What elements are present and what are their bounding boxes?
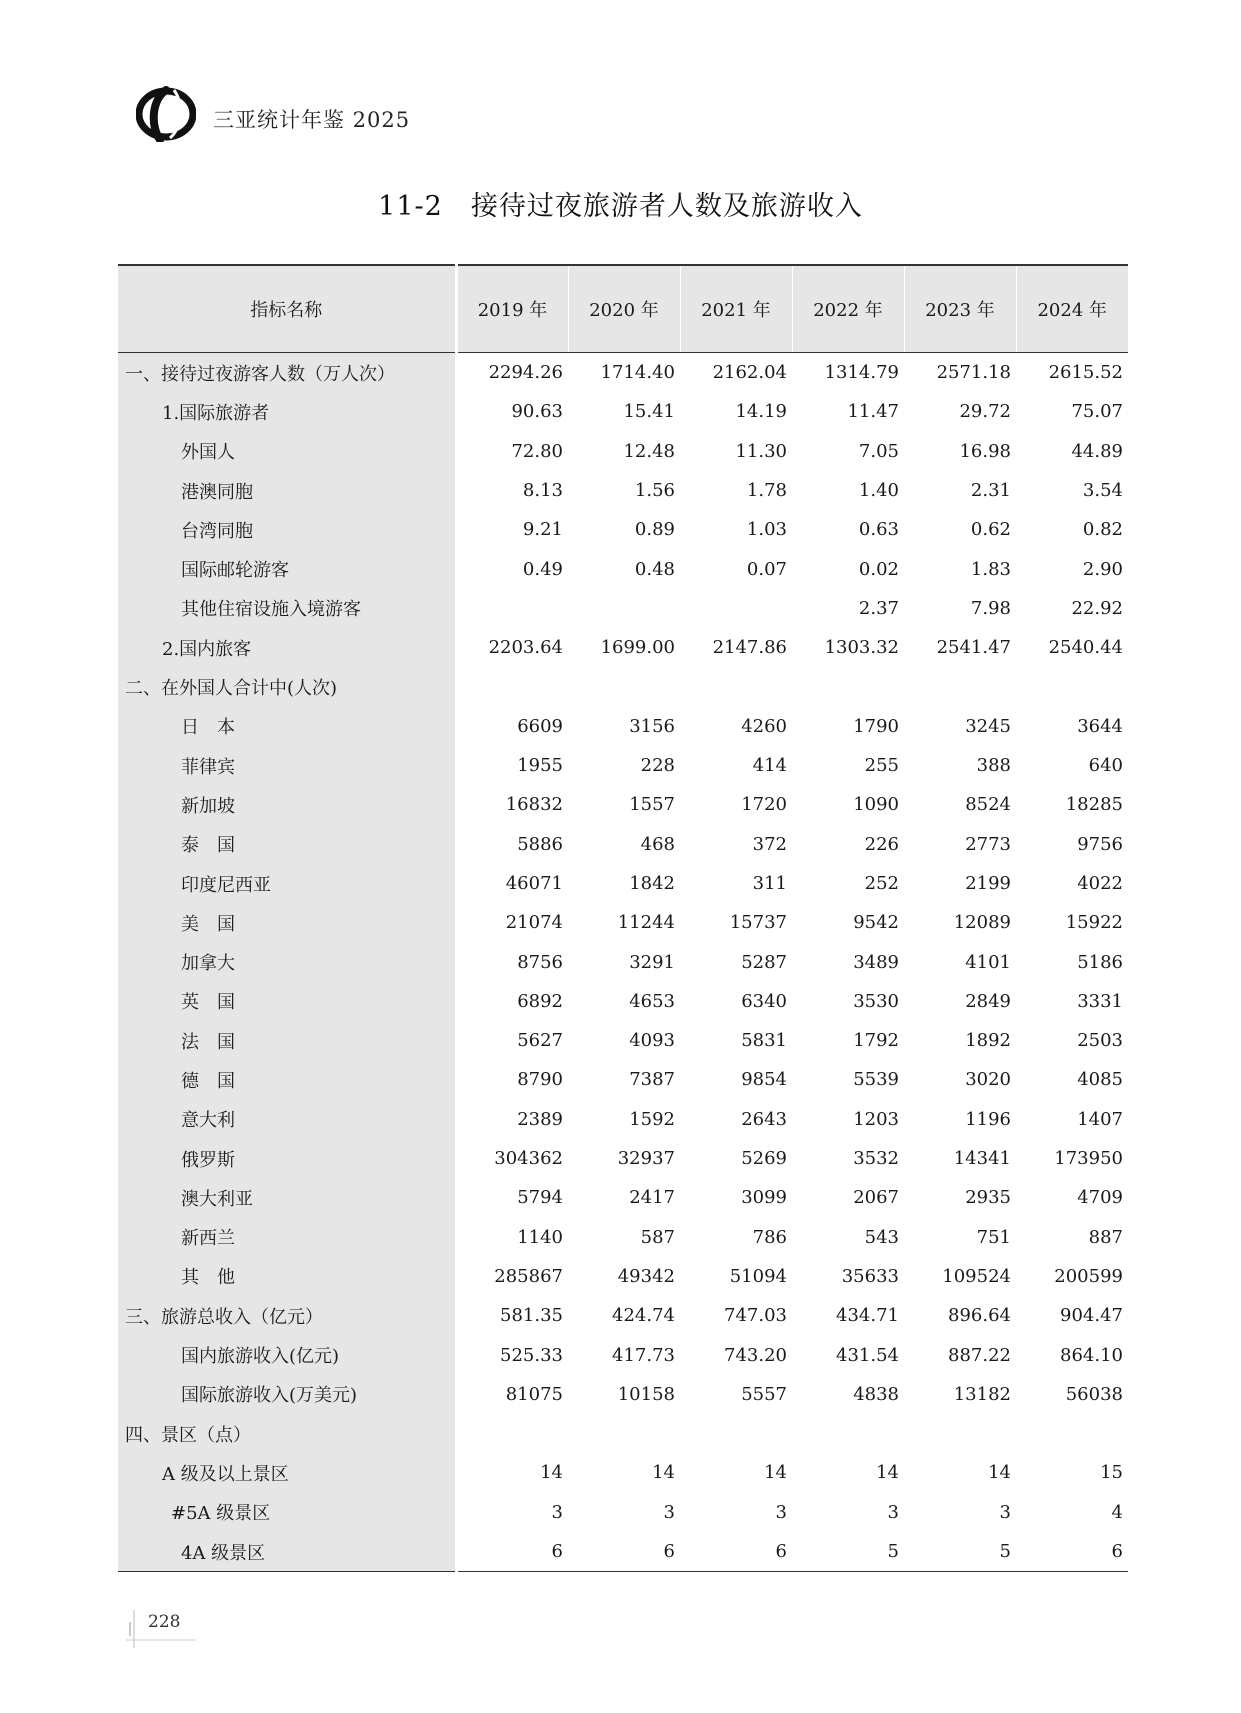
cell-value: 1140 bbox=[517, 1226, 563, 1248]
cell-value: 2935 bbox=[965, 1187, 1011, 1209]
cell-value: 1699.00 bbox=[600, 637, 675, 659]
cell-value: 3489 bbox=[853, 951, 899, 973]
row-label: 泰 国 bbox=[118, 825, 456, 864]
row-label: 其他住宿设施入境游客 bbox=[118, 589, 456, 628]
cell-value bbox=[456, 1414, 568, 1453]
cell-value: 13182 bbox=[953, 1383, 1011, 1405]
cell-value: 743.20 bbox=[724, 1344, 787, 1366]
table-row bbox=[118, 1453, 1128, 1492]
table-title-text: 接待过夜旅游者人数及旅游收入 bbox=[470, 191, 863, 222]
cell-value: 8790 bbox=[517, 1069, 563, 1091]
cell-value bbox=[568, 667, 680, 706]
cell-value: 1842 bbox=[629, 873, 675, 894]
cell-value: 5557 bbox=[741, 1383, 787, 1405]
cell-value: 11.47 bbox=[847, 401, 899, 423]
cell-value: 9756 bbox=[1077, 833, 1123, 855]
page-number: 228 bbox=[148, 1612, 181, 1632]
row-label: 加拿大 bbox=[118, 942, 456, 981]
cell-value: 0.48 bbox=[634, 558, 675, 580]
table-row bbox=[118, 982, 1128, 1021]
cell-value: 1314.79 bbox=[824, 362, 899, 384]
cell-value: 16.98 bbox=[959, 440, 1011, 462]
cell-value: 5831 bbox=[741, 1030, 787, 1052]
cell-value: 4093 bbox=[629, 1030, 675, 1052]
cell-value: 35633 bbox=[841, 1265, 899, 1287]
row-label: 印度尼西亚 bbox=[118, 864, 456, 903]
cell-value: 56038 bbox=[1065, 1383, 1123, 1405]
cell-value: 414 bbox=[752, 755, 787, 777]
cell-value: 2199 bbox=[965, 873, 1011, 894]
table-row bbox=[118, 903, 1128, 942]
cell-value: 3 bbox=[663, 1501, 675, 1523]
cell-value: 4260 bbox=[741, 715, 787, 737]
cell-value: 6 bbox=[1016, 1532, 1128, 1572]
cell-value: 252 bbox=[864, 873, 899, 894]
cell-value: 29.72 bbox=[959, 401, 1011, 423]
cell-value: 2571.18 bbox=[936, 362, 1011, 384]
table-row bbox=[118, 707, 1128, 746]
cell-value: 255 bbox=[864, 755, 899, 777]
cell-value: 1.83 bbox=[970, 558, 1011, 580]
cell-value: 5287 bbox=[741, 951, 787, 973]
cell-value: 431.54 bbox=[836, 1344, 899, 1366]
cell-value: 15.41 bbox=[623, 401, 675, 423]
cell-value bbox=[1016, 667, 1128, 706]
cell-value: 0.63 bbox=[858, 519, 899, 541]
cell-value: 1557 bbox=[629, 794, 675, 816]
cell-value: 81075 bbox=[505, 1383, 563, 1405]
cell-value: 417.73 bbox=[612, 1344, 675, 1366]
cell-value: 1.78 bbox=[746, 480, 787, 502]
cell-value: 46071 bbox=[505, 873, 563, 894]
cell-value: 285867 bbox=[494, 1265, 563, 1287]
row-label: 日 本 bbox=[118, 707, 456, 746]
cell-value: 388 bbox=[976, 755, 1011, 777]
table-body bbox=[118, 353, 1128, 1572]
cell-value: 751 bbox=[976, 1226, 1011, 1248]
cell-value: 14 bbox=[652, 1462, 675, 1484]
cell-value: 14 bbox=[540, 1462, 563, 1484]
cell-value: 14 bbox=[876, 1462, 899, 1484]
cell-value: 3 bbox=[775, 1501, 787, 1523]
table-row bbox=[118, 589, 1128, 628]
header-year: 2019 年 bbox=[456, 265, 568, 353]
cell-value: 9.21 bbox=[522, 519, 563, 541]
row-label: 美 国 bbox=[118, 903, 456, 942]
cell-value: 747.03 bbox=[724, 1305, 787, 1327]
table-row bbox=[118, 864, 1128, 903]
cell-value: 2162.04 bbox=[712, 362, 787, 384]
cell-value: 1720 bbox=[741, 794, 787, 816]
cell-value: 4101 bbox=[965, 951, 1011, 973]
cell-value: 3099 bbox=[741, 1187, 787, 1209]
cell-value: 6 bbox=[568, 1532, 680, 1572]
cell-value: 904.47 bbox=[1060, 1305, 1123, 1327]
cell-value: 887.22 bbox=[948, 1344, 1011, 1366]
row-label: 1.国际旅游者 bbox=[118, 392, 456, 431]
cell-value: 6 bbox=[456, 1532, 568, 1572]
cell-value: 1792 bbox=[853, 1030, 899, 1052]
table-row bbox=[118, 1178, 1128, 1217]
cell-value: 2541.47 bbox=[936, 637, 1011, 659]
row-label: #5A 级景区 bbox=[118, 1493, 456, 1532]
cell-value: 18285 bbox=[1065, 794, 1123, 816]
cell-value: 0.89 bbox=[634, 519, 675, 541]
cell-value: 4022 bbox=[1077, 873, 1123, 894]
cell-value bbox=[792, 667, 904, 706]
cell-value: 434.71 bbox=[836, 1305, 899, 1327]
cell-value: 525.33 bbox=[500, 1344, 563, 1366]
cell-value: 3532 bbox=[853, 1148, 899, 1170]
table-row bbox=[118, 392, 1128, 431]
cell-value: 1196 bbox=[965, 1108, 1011, 1130]
cell-value: 1.03 bbox=[746, 519, 787, 541]
cell-value: 12.48 bbox=[623, 440, 675, 462]
cell-value: 3291 bbox=[629, 951, 675, 973]
table-row bbox=[118, 1021, 1128, 1060]
cell-value: 2773 bbox=[965, 833, 1011, 855]
cell-value: 8756 bbox=[517, 951, 563, 973]
cell-value: 44.89 bbox=[1071, 440, 1123, 462]
header-year: 2021 年 bbox=[680, 265, 792, 353]
cell-value: 2540.44 bbox=[1048, 637, 1123, 659]
table-row bbox=[118, 1375, 1128, 1414]
cell-value: 72.80 bbox=[511, 440, 563, 462]
cell-value: 3644 bbox=[1077, 715, 1123, 737]
cell-value: 7387 bbox=[629, 1069, 675, 1091]
row-label: 国际旅游收入(万美元) bbox=[118, 1375, 456, 1414]
cell-value: 15922 bbox=[1065, 912, 1123, 934]
cell-value: 3 bbox=[999, 1501, 1011, 1523]
row-label: 法 国 bbox=[118, 1021, 456, 1060]
cell-value: 0.02 bbox=[858, 558, 899, 580]
header-year: 2023 年 bbox=[904, 265, 1016, 353]
cell-value: 49342 bbox=[617, 1265, 675, 1287]
cell-value: 4838 bbox=[853, 1383, 899, 1405]
cell-value: 587 bbox=[640, 1226, 675, 1248]
cell-value bbox=[680, 1414, 792, 1453]
cell-value: 109524 bbox=[942, 1265, 1011, 1287]
header-year: 2024 年 bbox=[1016, 265, 1128, 353]
cell-value bbox=[904, 1414, 1016, 1453]
cell-value: 3530 bbox=[853, 990, 899, 1012]
cell-value: 4709 bbox=[1077, 1187, 1123, 1209]
cell-value: 1714.40 bbox=[600, 362, 675, 384]
cell-value: 11244 bbox=[617, 912, 675, 934]
cell-value: 8524 bbox=[965, 794, 1011, 816]
cell-value: 15 bbox=[1100, 1462, 1123, 1484]
cell-value: 173950 bbox=[1054, 1148, 1123, 1170]
cell-value: 1.40 bbox=[858, 480, 899, 502]
cell-value: 2.37 bbox=[858, 597, 899, 619]
cell-value: 3331 bbox=[1077, 990, 1123, 1012]
cell-value: 7.05 bbox=[858, 440, 899, 462]
cell-value: 372 bbox=[752, 833, 787, 855]
cell-value: 5269 bbox=[741, 1148, 787, 1170]
cell-value: 5186 bbox=[1077, 951, 1123, 973]
table-row bbox=[118, 1060, 1128, 1099]
header-indicator-name: 指标名称 bbox=[118, 265, 456, 353]
cell-value: 51094 bbox=[729, 1265, 787, 1287]
cell-value: 10158 bbox=[617, 1383, 675, 1405]
cell-value: 21074 bbox=[505, 912, 563, 934]
yearbook-logo-icon bbox=[136, 86, 196, 142]
cell-value: 1203 bbox=[853, 1108, 899, 1130]
cell-value: 7.98 bbox=[970, 597, 1011, 619]
cell-value: 14 bbox=[988, 1462, 1011, 1484]
cell-value: 2147.86 bbox=[712, 637, 787, 659]
cell-value: 12089 bbox=[953, 912, 1011, 934]
cell-value: 2.31 bbox=[970, 480, 1011, 502]
cell-value bbox=[456, 589, 568, 628]
table-row bbox=[118, 432, 1128, 471]
cell-value: 14.19 bbox=[735, 401, 787, 423]
cell-value bbox=[680, 667, 792, 706]
cell-value: 543 bbox=[864, 1226, 899, 1248]
cell-value: 2417 bbox=[629, 1187, 675, 1209]
row-label: 新西兰 bbox=[118, 1218, 456, 1257]
row-label: 其 他 bbox=[118, 1257, 456, 1296]
cell-value: 786 bbox=[752, 1226, 787, 1248]
cell-value: 5794 bbox=[517, 1187, 563, 1209]
table-row bbox=[118, 746, 1128, 785]
cell-value: 226 bbox=[864, 833, 899, 855]
row-label: 四、景区（点） bbox=[118, 1414, 456, 1453]
cell-value: 1592 bbox=[629, 1108, 675, 1130]
cell-value: 6340 bbox=[741, 990, 787, 1012]
cell-value bbox=[456, 667, 568, 706]
cell-value: 3 bbox=[887, 1501, 899, 1523]
cell-value: 2294.26 bbox=[488, 362, 563, 384]
table-row bbox=[118, 1218, 1128, 1257]
cell-value: 2643 bbox=[741, 1108, 787, 1130]
cell-value: 5886 bbox=[517, 833, 563, 855]
cell-value: 2389 bbox=[517, 1108, 563, 1130]
table-row bbox=[118, 1100, 1128, 1139]
header-year: 2020 年 bbox=[568, 265, 680, 353]
cell-value: 5 bbox=[792, 1532, 904, 1572]
cell-value: 1955 bbox=[517, 755, 563, 777]
cell-value: 1790 bbox=[853, 715, 899, 737]
cell-value: 32937 bbox=[617, 1148, 675, 1170]
table-row bbox=[118, 1493, 1128, 1532]
cell-value: 5627 bbox=[517, 1030, 563, 1052]
cell-value: 5539 bbox=[853, 1069, 899, 1091]
table-row bbox=[118, 549, 1128, 588]
row-label: 三、旅游总收入（亿元） bbox=[118, 1296, 456, 1335]
row-label: 意大利 bbox=[118, 1100, 456, 1139]
cell-value bbox=[568, 1414, 680, 1453]
cell-value: 581.35 bbox=[500, 1305, 563, 1327]
cell-value: 1407 bbox=[1077, 1108, 1123, 1130]
table-row bbox=[118, 471, 1128, 510]
cell-value: 468 bbox=[640, 833, 675, 855]
cell-value: 2615.52 bbox=[1048, 362, 1123, 384]
cell-value: 6609 bbox=[517, 715, 563, 737]
cell-value: 0.82 bbox=[1082, 519, 1123, 541]
cell-value: 16832 bbox=[505, 794, 563, 816]
book-title: 三亚统计年鉴 2025 bbox=[213, 108, 411, 132]
row-label: 英 国 bbox=[118, 982, 456, 1021]
tourism-table bbox=[118, 264, 1128, 1572]
cell-value: 6892 bbox=[517, 990, 563, 1012]
row-label: 台湾同胞 bbox=[118, 510, 456, 549]
cell-value: 200599 bbox=[1054, 1265, 1123, 1287]
table-row bbox=[118, 628, 1128, 667]
table-row bbox=[118, 1139, 1128, 1178]
cell-value: 304362 bbox=[494, 1148, 563, 1170]
row-label: 国际邮轮游客 bbox=[118, 549, 456, 588]
cell-value bbox=[1016, 1414, 1128, 1453]
table-row bbox=[118, 1532, 1128, 1572]
row-label: 澳大利亚 bbox=[118, 1178, 456, 1217]
cell-value: 1892 bbox=[965, 1030, 1011, 1052]
cell-value: 0.62 bbox=[970, 519, 1011, 541]
table-row bbox=[118, 510, 1128, 549]
row-label: 菲律宾 bbox=[118, 746, 456, 785]
cell-value: 3156 bbox=[629, 715, 675, 737]
cell-value bbox=[792, 1414, 904, 1453]
cell-value: 9854 bbox=[741, 1069, 787, 1091]
cell-value: 11.30 bbox=[735, 440, 787, 462]
cell-value: 4085 bbox=[1077, 1069, 1123, 1091]
cell-value: 3245 bbox=[965, 715, 1011, 737]
cell-value: 864.10 bbox=[1060, 1344, 1123, 1366]
row-label: 俄罗斯 bbox=[118, 1139, 456, 1178]
cell-value: 311 bbox=[752, 873, 787, 894]
table-row bbox=[118, 1414, 1128, 1453]
cell-value: 228 bbox=[640, 755, 675, 777]
cell-value: 2849 bbox=[965, 990, 1011, 1012]
cell-value: 14 bbox=[764, 1462, 787, 1484]
cell-value: 640 bbox=[1088, 755, 1123, 777]
table-row bbox=[118, 942, 1128, 981]
cell-value: 1.56 bbox=[634, 480, 675, 502]
cell-value bbox=[680, 589, 792, 628]
header-year: 2022 年 bbox=[792, 265, 904, 353]
cell-value: 6 bbox=[680, 1532, 792, 1572]
cell-value: 896.64 bbox=[948, 1305, 1011, 1327]
table-title bbox=[0, 184, 1241, 223]
cell-value: 75.07 bbox=[1071, 401, 1123, 423]
cell-value: 15737 bbox=[729, 912, 787, 934]
row-label: 外国人 bbox=[118, 432, 456, 471]
cell-value bbox=[904, 667, 1016, 706]
row-label: 德 国 bbox=[118, 1060, 456, 1099]
row-label: 新加坡 bbox=[118, 785, 456, 824]
cell-value: 14341 bbox=[953, 1148, 1011, 1170]
cell-value: 0.07 bbox=[746, 558, 787, 580]
cell-value: 5 bbox=[904, 1532, 1016, 1572]
cell-value: 424.74 bbox=[612, 1305, 675, 1327]
cell-value: 8.13 bbox=[522, 480, 563, 502]
cell-value: 2067 bbox=[853, 1187, 899, 1209]
row-label: 国内旅游收入(亿元) bbox=[118, 1335, 456, 1374]
cell-value: 0.49 bbox=[522, 558, 563, 580]
cell-value: 1090 bbox=[853, 794, 899, 816]
row-label: 4A 级景区 bbox=[118, 1532, 456, 1572]
cell-value: 90.63 bbox=[511, 401, 563, 423]
cell-value: 2503 bbox=[1077, 1030, 1123, 1052]
table-row bbox=[118, 353, 1128, 393]
cell-value: 3.54 bbox=[1082, 480, 1123, 502]
cell-value: 9542 bbox=[853, 912, 899, 934]
cell-value: 4653 bbox=[629, 990, 675, 1012]
cell-value: 887 bbox=[1088, 1226, 1123, 1248]
table-row bbox=[118, 785, 1128, 824]
table-row bbox=[118, 667, 1128, 706]
cell-value bbox=[568, 589, 680, 628]
table-number: 11-2 bbox=[378, 191, 443, 222]
row-label: A 级及以上景区 bbox=[118, 1453, 456, 1492]
row-label: 二、在外国人合计中(人次) bbox=[118, 667, 456, 706]
cell-value: 22.92 bbox=[1071, 597, 1123, 619]
cell-value: 1303.32 bbox=[824, 637, 899, 659]
row-label: 一、接待过夜游客人数（万人次） bbox=[118, 353, 456, 393]
cell-value: 4 bbox=[1111, 1501, 1123, 1523]
cell-value: 2203.64 bbox=[488, 637, 563, 659]
table-row bbox=[118, 825, 1128, 864]
row-label: 2.国内旅客 bbox=[118, 628, 456, 667]
table-row bbox=[118, 1335, 1128, 1374]
row-label: 港澳同胞 bbox=[118, 471, 456, 510]
table-header-row bbox=[118, 265, 1128, 353]
table-row bbox=[118, 1257, 1128, 1296]
cell-value: 3 bbox=[551, 1501, 563, 1523]
table-row bbox=[118, 1296, 1128, 1335]
cell-value: 3020 bbox=[965, 1069, 1011, 1091]
cell-value: 2.90 bbox=[1082, 558, 1123, 580]
